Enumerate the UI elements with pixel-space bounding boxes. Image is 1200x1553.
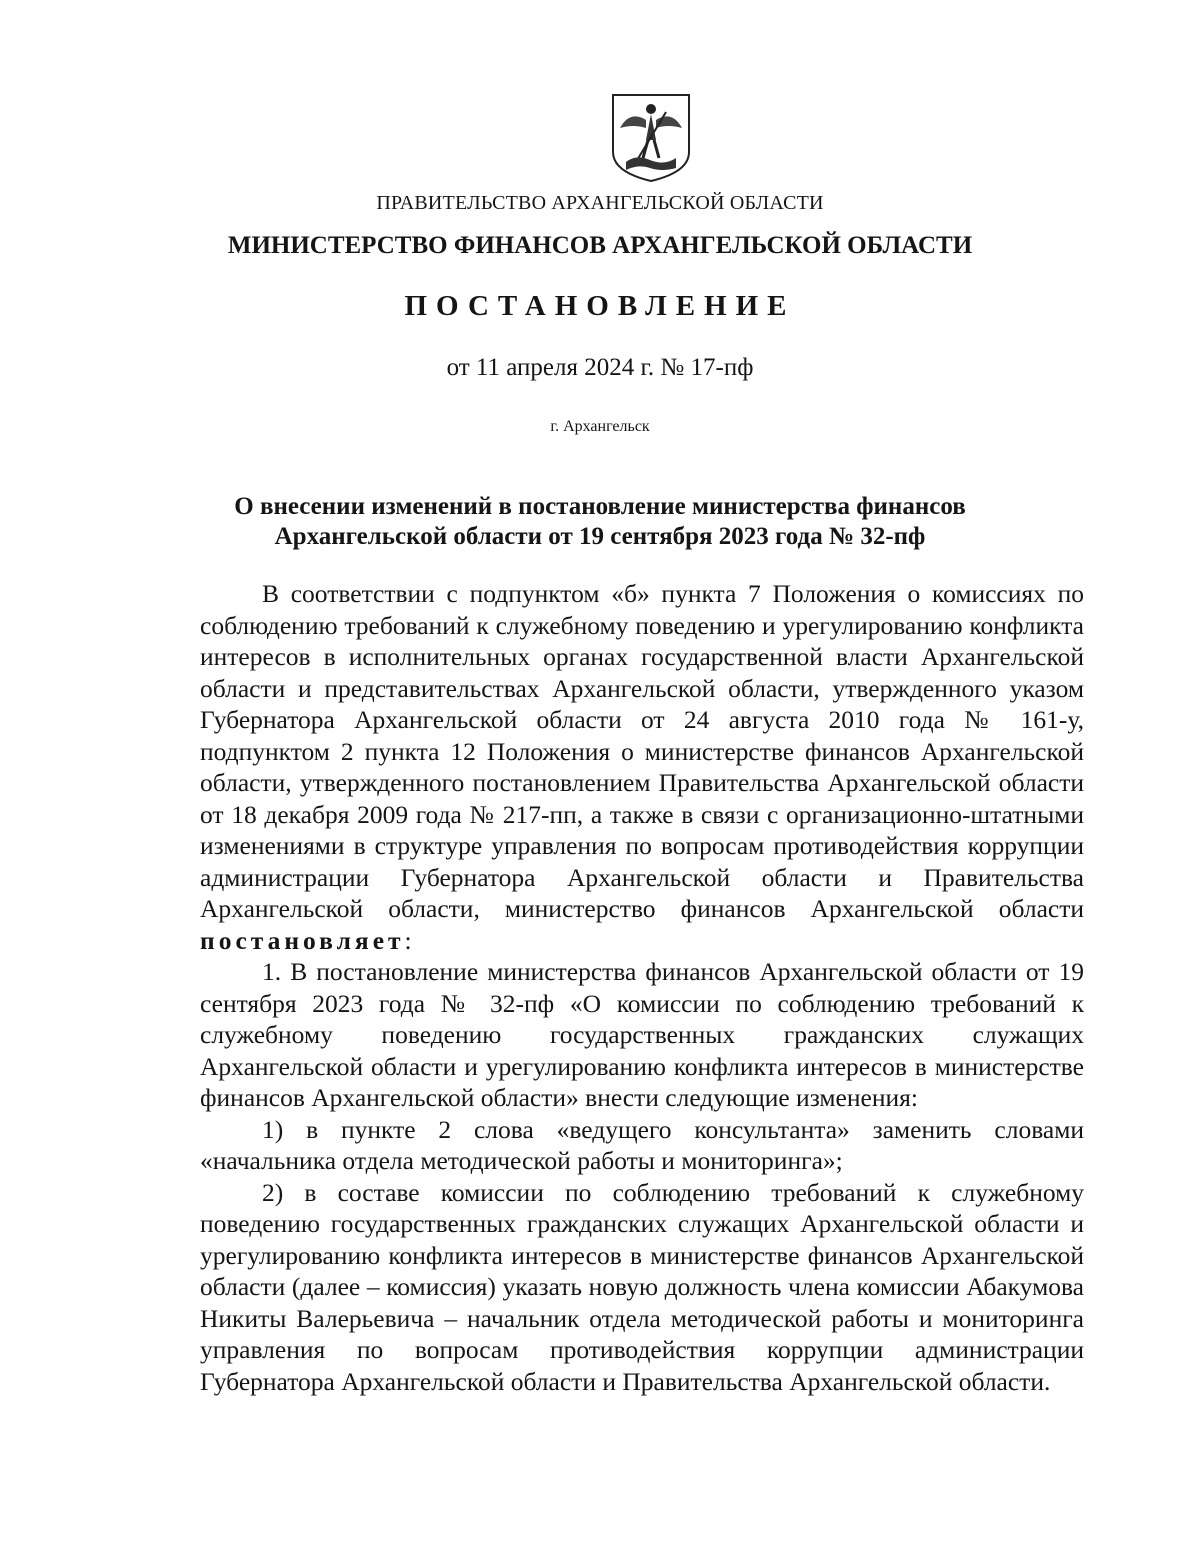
document-title xyxy=(0,492,1200,552)
decree-word: постановляет xyxy=(200,925,405,955)
document-date-number: от 11 апреля 2024 г. № 17-пф xyxy=(446,354,754,381)
decree-colon: : xyxy=(404,925,412,955)
document-type-heading: ПОСТАНОВЛЕНИЕ xyxy=(404,290,796,322)
document-title-line: О внесении изменений в постановление министерства финансов xyxy=(234,493,966,520)
coat-of-arms-emblem xyxy=(610,92,692,184)
document-city: г. Архангельск xyxy=(550,418,650,435)
item-1-paragraph: 1. В постановление министерства финансов Архангельской области от 19 сентября 2023 года № 32-пф «О комиссии по соблюдению требований к служебному поведению государственных гражданских служащих Архангельской области и урегулированию конфликта интересов в министерстве финансов Архангельской области» внести следующие изменения: xyxy=(200,957,1084,1112)
preamble-text: В соответствии с подпунктом «б» пункта 7 Положения о комиссиях по соблюдению требований к служебному поведению и урегулированию конфликта интересов в исполнительных органах государственной власти Архангельской области и представительствах Архангельской области, утвержденного указом Губернатора Архангельской области от 24 августа 2010 года № 161-у, подпунктом 2 пункта 12 Положения о министерстве финансов Архангельской области, утвержденного постановлением Правительства Архангельской области от 18 декабря 2009 года № 217-пп, а также в связи с организационно-штатными изменениями в структуре управления по вопросам противодействия коррупции администрации Губернатора Архангельской области и Правительства Архангельской области, министерство финансов Архангельской области xyxy=(200,579,1084,923)
ministry-heading: МИНИСТЕРСТВО ФИНАНСОВ АРХАНГЕЛЬСКОЙ ОБЛАСТИ xyxy=(227,232,973,259)
item-1-1-paragraph: 1) в пункте 2 слова «ведущего консультанта» заменить словами «начальника отдела методической работы и мониторинга»; xyxy=(200,1114,1084,1175)
item-1-2-paragraph: 2) в составе комиссии по соблюдению требований к служебному поведению государственных гражданских служащих Архангельской области и урегулированию конфликта интересов в министерстве финансов Архангельской области (далее – комиссия) указать новую должность члена комиссии Абакумова Никиты Валерьевича – начальник отдела методической работы и мониторинга управления по вопросам противодействия коррупции администрации Губернатора Архангельской области и Правительства Архангельской области. xyxy=(200,1177,1084,1396)
document-body xyxy=(200,578,1084,1397)
document-title-line: Архангельской области от 19 сентября 2023 года № 32-пф xyxy=(274,523,926,550)
preamble-paragraph xyxy=(200,578,1084,956)
government-heading: ПРАВИТЕЛЬСТВО АРХАНГЕЛЬСКОЙ ОБЛАСТИ xyxy=(376,192,824,214)
